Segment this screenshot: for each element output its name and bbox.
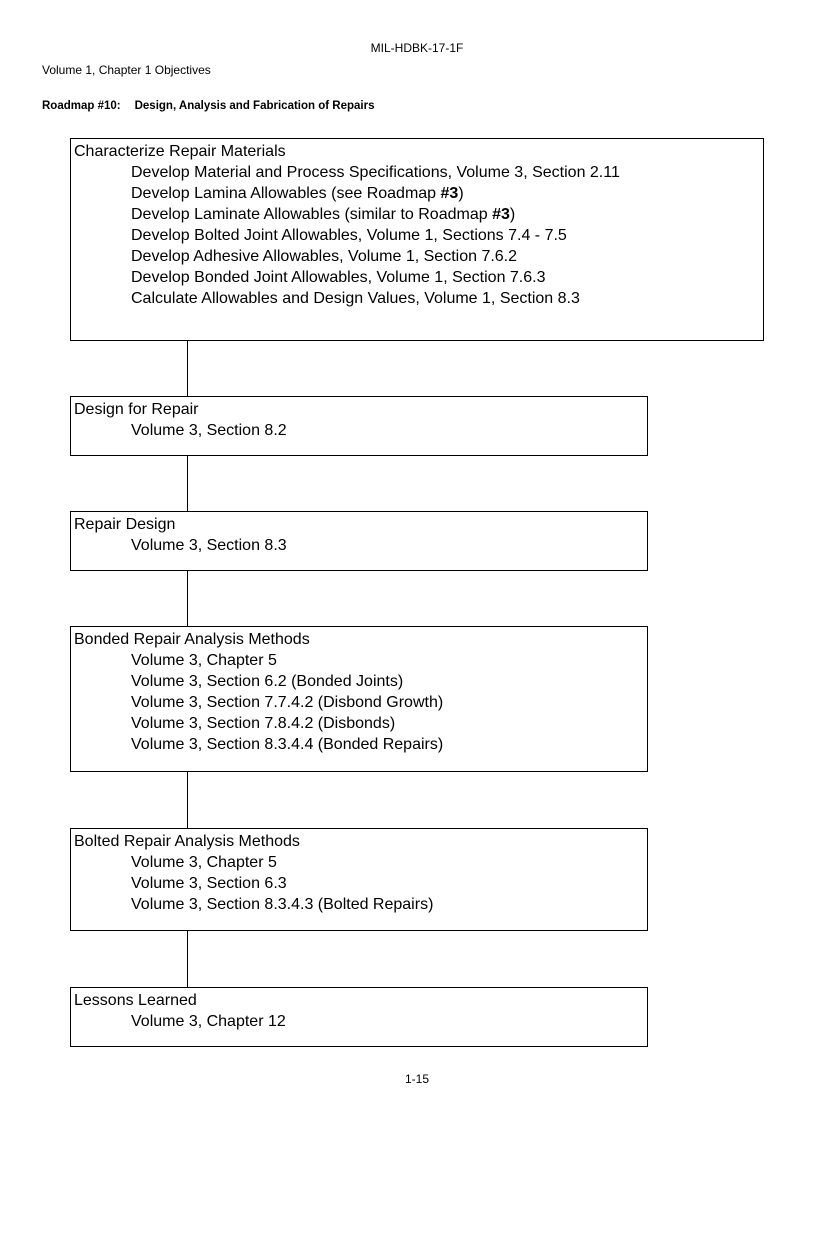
box-heading: Bolted Repair Analysis Methods bbox=[74, 833, 300, 850]
box-item: Develop Material and Process Specifications, Volume 3, Section 2.11 bbox=[131, 164, 620, 181]
box-repair-design bbox=[70, 511, 648, 571]
flow-connector bbox=[187, 571, 188, 626]
box-heading: Characterize Repair Materials bbox=[74, 143, 286, 160]
box-item: Volume 3, Chapter 5 bbox=[131, 652, 277, 669]
roadmap-name: Design, Analysis and Fabrication of Repairs bbox=[134, 100, 375, 112]
box-item: Develop Adhesive Allowables, Volume 1, Section 7.6.2 bbox=[131, 248, 518, 265]
box-item: Volume 3, Chapter 5 bbox=[131, 854, 277, 871]
box-item: Develop Bonded Joint Allowables, Volume 1, Section 7.6.3 bbox=[131, 269, 546, 286]
flow-connector bbox=[187, 772, 188, 828]
section-header: Volume 1, Chapter 1 Objectives bbox=[42, 63, 211, 77]
flow-connector bbox=[187, 456, 188, 511]
box-item: Volume 3, Section 8.3.4.4 (Bonded Repairs) bbox=[131, 736, 444, 753]
box-item: Volume 3, Section 7.8.4.2 (Disbonds) bbox=[131, 715, 396, 732]
box-item: Calculate Allowables and Design Values, Volume 1, Section 8.3 bbox=[131, 290, 580, 307]
box-item: Volume 3, Section 7.7.4.2 (Disbond Growth) bbox=[131, 694, 444, 711]
box-lessons-learned bbox=[70, 987, 648, 1047]
box-item: Volume 3, Section 8.3 bbox=[131, 537, 287, 554]
box-characterize-repair-materials bbox=[70, 138, 764, 341]
box-item: Volume 3, Section 8.2 bbox=[131, 422, 287, 439]
document-id: MIL-HDBK-17-1F bbox=[370, 41, 464, 55]
box-item: Volume 3, Section 6.2 (Bonded Joints) bbox=[131, 673, 404, 690]
box-item: Develop Bolted Joint Allowables, Volume 1, Sections 7.4 - 7.5 bbox=[131, 227, 567, 244]
roadmap-label: Roadmap #10: bbox=[42, 100, 121, 112]
box-item: Volume 3, Chapter 12 bbox=[131, 1013, 286, 1030]
box-item: Develop Lamina Allowables (see Roadmap #3) bbox=[131, 185, 464, 202]
box-heading: Design for Repair bbox=[74, 401, 199, 418]
box-bolted-repair-analysis bbox=[70, 828, 648, 931]
box-design-for-repair bbox=[70, 396, 648, 456]
box-heading: Lessons Learned bbox=[74, 992, 197, 1009]
box-bonded-repair-analysis bbox=[70, 626, 648, 772]
roadmap-reference: #3 bbox=[440, 185, 459, 202]
flow-connector bbox=[187, 341, 188, 396]
box-item: Develop Laminate Allowables (similar to Roadmap #3) bbox=[131, 206, 516, 223]
roadmap-title bbox=[42, 100, 374, 112]
box-heading: Repair Design bbox=[74, 516, 176, 533]
box-item: Volume 3, Section 8.3.4.3 (Bolted Repairs) bbox=[131, 896, 434, 913]
box-heading: Bonded Repair Analysis Methods bbox=[74, 631, 310, 648]
box-item: Volume 3, Section 6.3 bbox=[131, 875, 287, 892]
roadmap-reference: #3 bbox=[492, 206, 510, 223]
page-number: 1-15 bbox=[404, 1072, 430, 1086]
flow-connector bbox=[187, 931, 188, 987]
